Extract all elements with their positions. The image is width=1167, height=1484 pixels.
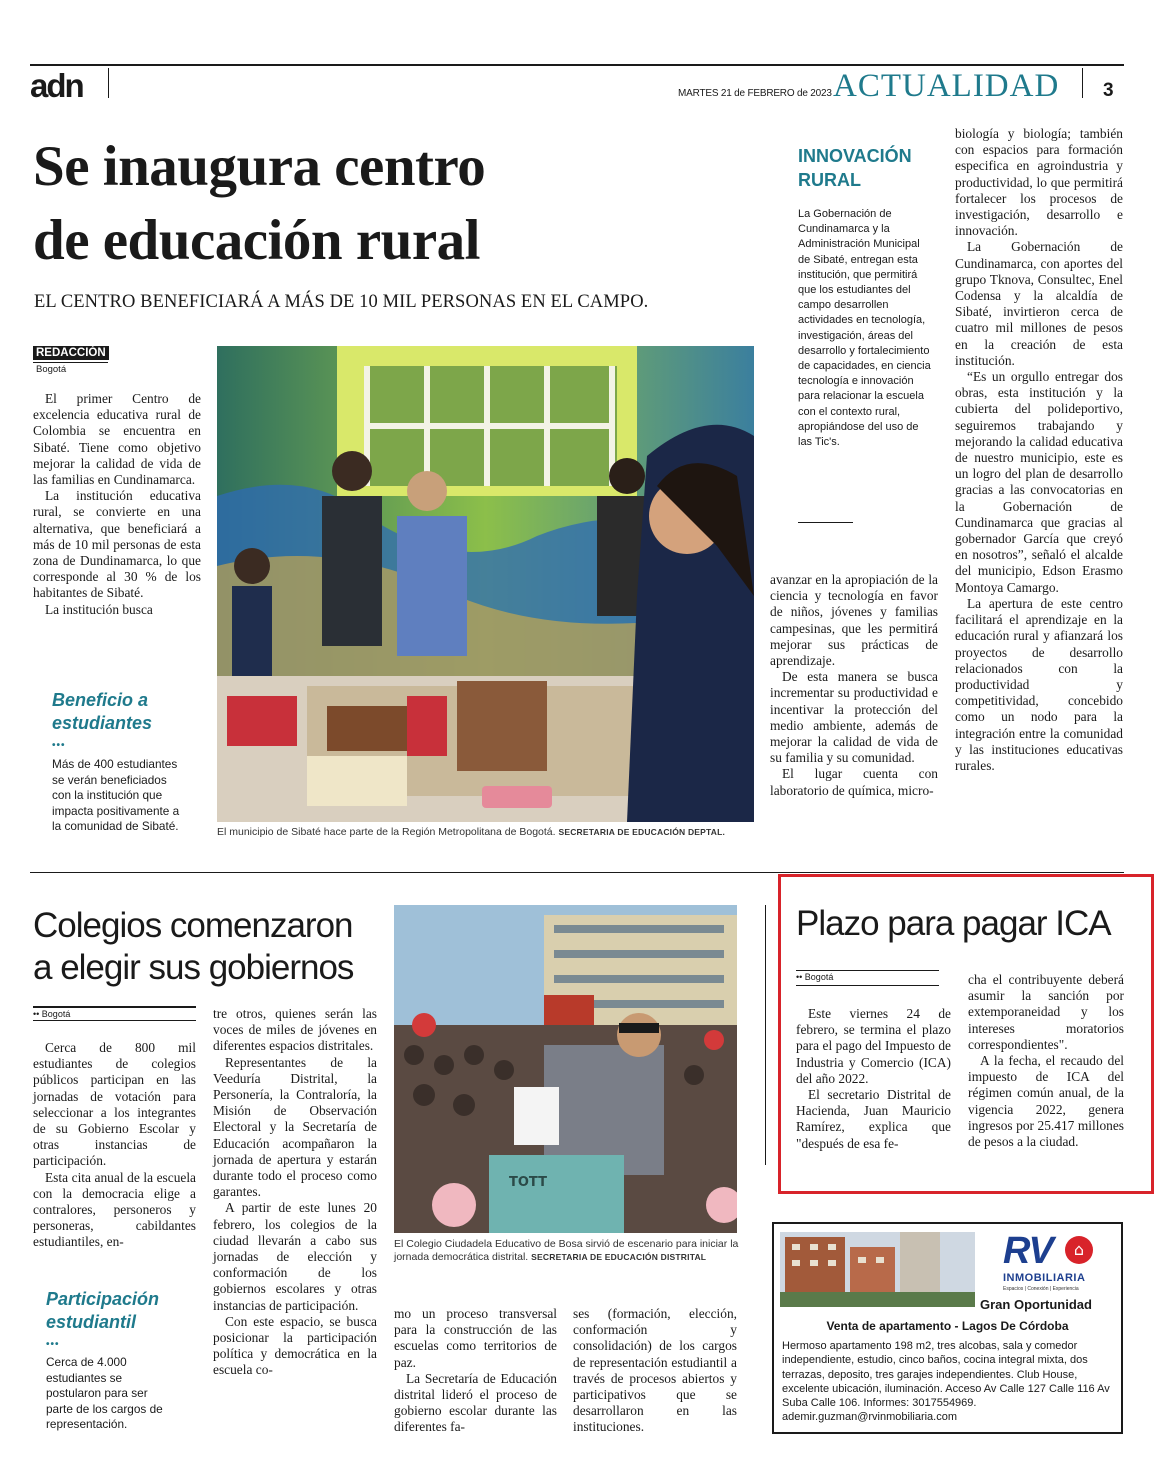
- main-photo-caption: [217, 826, 757, 838]
- colegios-photo-caption: [394, 1238, 739, 1264]
- classroom-photo-illustration: [217, 346, 754, 822]
- main-headline-line2: de educación rural: [33, 209, 480, 272]
- caption-text: El municipio de Sibaté hace parte de la Región Metropolitana de Bogotá.: [217, 826, 556, 838]
- main-article-col3: [770, 572, 938, 799]
- rv-logo: RV: [1003, 1230, 1052, 1272]
- colegios-location-rule: [33, 1006, 196, 1008]
- byline-location: Bogotá: [36, 364, 67, 375]
- ica-col1: [796, 1006, 951, 1152]
- paragraph: Este viernes 24 de febrero, se termina el plazo para el pago del Impuesto de Industria y Comercio (ICA) del año 2022.: [796, 1006, 951, 1086]
- section-divider-rule: [30, 872, 1124, 873]
- paragraph: La Secretaría de Educación distrital lideró el proceso de gobierno escolar durante las diferentes fa-: [394, 1370, 557, 1435]
- paragraph: El primer Centro de excelencia educativa rural de Colombia se encuentra en Sibaté. Tiene como objetivo mejorar la calidad de vida de las familias en Cundinamarca.: [33, 391, 201, 488]
- colegios-col3: [394, 1306, 557, 1436]
- page-number: 3: [1103, 80, 1114, 101]
- sidebar-title-line: RURAL: [798, 170, 861, 190]
- paragraph: avanzar en la apropiación de la ciencia y tecnología en favor de niños, jóvenes y familias campesinas, que les permitirá mejorar sus prácticas de aprendizaje.: [770, 572, 938, 669]
- main-headline-line1: Se inaugura centro: [33, 135, 486, 198]
- paragraph: A partir de este lunes 20 febrero, los colegios de la ciudad llevarán a cabo sus jornadas de elección y conformación de los gobiernos escolares y otras instancias de participación.: [213, 1200, 377, 1313]
- ad-body: Hermoso apartamento 198 m2, tres alcobas, sala y comedor independiente, estudio, cinco baños, cocina integral mixta, dos terrazas, deposito, tres garajes independientes. Club House, excelente ubicación, iluminación. Acceso Av Calle 127 Calle 116 Av Suba Calle 106. Informes: 3017554969.: [782, 1340, 1110, 1410]
- paragraph: tre otros, quienes serán las voces de miles de jóvenes en diferentes espacios distritales.: [213, 1006, 377, 1054]
- paragraph: Representantes de la Veeduría Distrital, la Personería, la Contraloría, la Misión de Observación Electoral y la Secretaría de Educación acompañaron la jornada de apertura y estarán durante todo el proceso como garantes.: [213, 1054, 377, 1200]
- ad-email-link[interactable]: ademir.guzman@rvinmobiliaria.com: [782, 1411, 958, 1423]
- paragraph: La institución busca: [45, 601, 153, 617]
- paragraph: cha el contribuyente deberá asumir la sanción por extemporaneidad y los intereses moratorios correspondientes".: [968, 972, 1124, 1052]
- section-title: ACTUALIDAD: [833, 68, 1060, 104]
- paragraph: Esta cita anual de la escuela con la democracia elige a contralores, personeros y personeras, cabildantes estudiantiles, en-: [33, 1169, 196, 1250]
- paragraph: “Es un orgullo entregar dos obras, esta institución y la cubierta del polideportivo, seguiremos trabajando y mejorando la calidad educativa de nuestro municipio, este es un logro del plan de desarrollo gracias a las convocatorias en la Gobernación de Cundinamarca que gracias al gobernador García que creyó en nosotros”, señaló el alcalde del municipio, Edson Erasmo Montoya Camargo.: [955, 369, 1123, 595]
- byline-badge: REDACCIÓN: [33, 346, 109, 360]
- masthead-top-rule: [30, 64, 1124, 66]
- headline-line: a elegir sus gobiernos: [33, 948, 354, 987]
- ica-location: •• Bogotá: [796, 972, 834, 982]
- sidebar-title-line: INNOVACIÓN: [798, 146, 912, 166]
- paragraph: biología y biología; también con espacios para formación especifica en agroindustria y productividad, lo que permitirá fortalecer los procesos de investigación, desarrollo e innovación.: [955, 126, 1123, 239]
- logo-divider: [108, 68, 109, 98]
- paragraph: Cerca de 800 mil estudiantes de colegios públicos participan en las jornadas de votación para seleccionar a los integrantes de su Gobierno Escolar y otras instancias de participación.: [33, 1040, 196, 1169]
- ica-col2: [968, 972, 1124, 1150]
- column-divider: [765, 905, 766, 1165]
- house-icon: ⌂: [1065, 1236, 1093, 1264]
- sidebar-end-rule: [798, 522, 853, 523]
- factbox-title-line: estudiantil: [46, 1312, 137, 1332]
- ica-location-rule: [796, 970, 939, 971]
- sidebar-innovacion-title: [798, 144, 912, 192]
- photo-credit: SECRETARIA DE EDUCACIÓN DISTRITAL: [531, 1252, 707, 1262]
- paragraph: Con este espacio, se busca posicionar la participación política y democrática en la escuela co-: [213, 1313, 377, 1378]
- ica-location-rule-bottom: [796, 985, 939, 986]
- factbox-participacion-title: [46, 1288, 159, 1334]
- main-headline: [33, 130, 485, 278]
- paragraph: mo un proceso transversal para la construcción de las escuelas como territorios de paz.: [394, 1306, 557, 1370]
- ad-tagline: Gran Oportunidad: [980, 1297, 1092, 1312]
- colegios-headline: [33, 905, 353, 989]
- byline-rule: [33, 362, 108, 363]
- colegios-col2: [213, 1006, 377, 1379]
- colegios-photo: [394, 905, 737, 1233]
- sidebar-innovacion-text: La Gobernación de Cundinamarca y la Administración Municipal de Sibaté, entregan esta institución, que permitirá que los estudiantes del campo desarrollen actividades en tecnología, investigación, áreas del desarrollo y fortalecimiento de capacidades, en ciencia tecnología e innovación para relacionar la escuela con el contexto rural, apropiándose del uso de las Tic's.: [798, 208, 931, 449]
- paragraph: La Gobernación de Cundinamarca, con aportes del grupo Tknova, Consultec, Enel Codensa y la alcaldía de Sibaté, invirtieron cerca de cuatro mil millones de pesos en la creación de esta institución.: [955, 239, 1123, 368]
- adn-logo: adn: [30, 67, 83, 104]
- ad-title: Venta de apartamento - Lagos De Córdoba: [826, 1319, 1069, 1333]
- school-election-photo-illustration: [394, 905, 737, 1233]
- ica-headline: Plazo para pagar ICA: [796, 904, 1111, 943]
- paragraph: ses (formación, elección, conformación y consolidación) de los cargos de representación estudiantil a través de procesos abiertos y participativos que se desarrollaron en las instituciones.: [573, 1306, 737, 1435]
- paragraph: El lugar cuenta con laboratorio de química, micro-: [770, 766, 938, 798]
- rv-logo-tagline: Espacios | Conexión | Experiencia: [1003, 1286, 1079, 1292]
- paragraph: La apertura de este centro facilitará el aprendizaje en la educación rural y afianzará los proyectos de desarrollo relacionados con la productividad y competitividad, concebido como un nodo para la integración entre la comunidad y las instituciones educativas rurales.: [955, 595, 1123, 773]
- photo-credit: SECRETARIA DE EDUCACIÓN DEPTAL.: [558, 827, 726, 837]
- factbox-title-line: estudiantes: [52, 713, 153, 733]
- ad-building-photo: [780, 1232, 975, 1307]
- building-photo-illustration: [780, 1232, 975, 1307]
- main-photo: [217, 346, 754, 822]
- headline-line: Colegios comenzaron: [33, 906, 353, 945]
- paragraph: A la fecha, el recaudo del impuesto de ICA del régimen común anual, de la vigencia 2022, genera ingresos por 25.417 millones de pesos a la ciudad.: [968, 1053, 1124, 1150]
- paragraph: De esta manera se busca incrementar su productividad e incentivar la protección del medio ambiente, además de mejorar la calidad de vida de su familia y su comunidad.: [770, 669, 938, 766]
- factbox-title-line: Participación: [46, 1289, 160, 1309]
- factbox-beneficio-title: [52, 689, 152, 735]
- factbox-title-line: Beneficio a: [52, 690, 149, 710]
- paragraph: El secretario Distrital de Hacienda, Juan Mauricio Ramírez, explica que "después de esa fe-: [796, 1087, 951, 1151]
- main-subheadline: EL CENTRO BENEFICIARÁ A MÁS DE 10 MIL PERSONAS EN EL CAMPO.: [34, 292, 649, 312]
- factbox-beneficio-text: Más de 400 estudiantes se verán beneficiados con la institución que impacta positivamente a la comunidad de Sibaté.: [52, 757, 180, 833]
- main-article-col4: [955, 126, 1123, 774]
- section-divider: [1082, 68, 1083, 98]
- paragraph: La institución educativa rural, se convierte en una alternativa, que beneficiará a más de 10 mil personas de esta zona de Dundinamarca, lo que corresponde al 30 % de los habitantes de Sibaté.: [33, 488, 201, 601]
- issue-date: MARTES 21 de FEBRERO de 2023: [678, 88, 832, 99]
- factbox-participacion-text: Cerca de 4.000 estudiantes se postularon para ser parte de los cargos de representación.: [46, 1355, 163, 1431]
- caption-text: El Colegio Ciudadela Educativo de Bosa sirvió de escenario para iniciar la jornada democrática distrital.: [394, 1238, 739, 1263]
- colegios-location: •• Bogotá: [33, 1009, 71, 1019]
- ballot-box-label: TOTT: [509, 1175, 547, 1190]
- colegios-col1: [33, 1040, 196, 1251]
- colegios-location-rule-bottom: [33, 1020, 196, 1021]
- colegios-col4: [573, 1306, 737, 1436]
- main-article-col1: [33, 391, 201, 618]
- factbox-dots: •••: [52, 740, 66, 751]
- rv-logo-word: INMOBILIARIA: [1003, 1272, 1086, 1284]
- factbox-dots: •••: [46, 1339, 60, 1350]
